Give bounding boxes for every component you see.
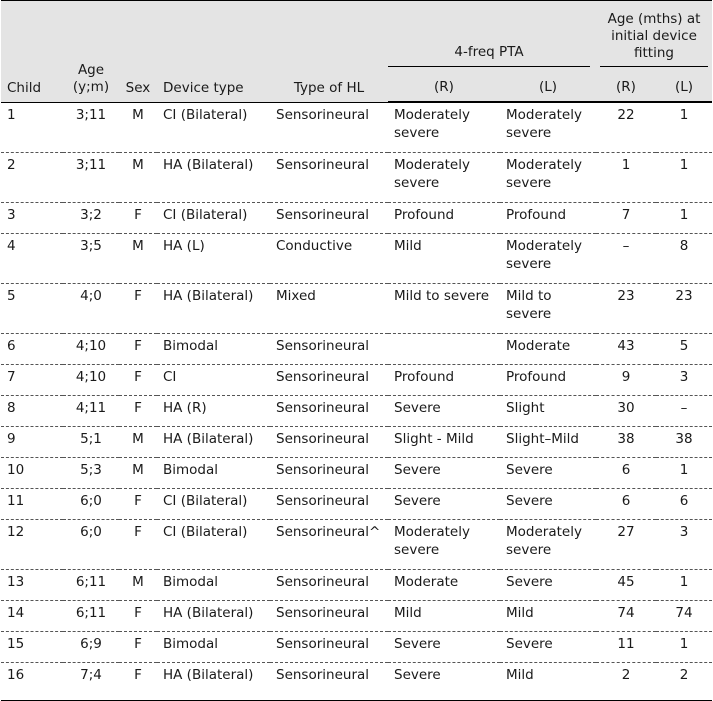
- cell-child: 9: [7, 431, 16, 447]
- cell-type-of-hl: Sensorineural: [276, 157, 370, 173]
- cell-device-type: CI (Bilateral): [163, 524, 248, 540]
- cell-device-type: Bimodal: [163, 462, 219, 478]
- header-child: Child: [1, 1, 63, 102]
- cell-type-of-hl: Sensorineural: [276, 574, 370, 590]
- cell-fit-right: 11: [617, 636, 635, 652]
- cell-type-of-hl: Sensorineural: [276, 107, 370, 123]
- header-age-fitting: Age (mths) at initial device fitting: [596, 1, 712, 67]
- cell-sex: F: [134, 207, 142, 223]
- cell-pta-right: Moderately severe: [394, 157, 470, 191]
- cell-fit-right: 7: [621, 207, 631, 223]
- cell-child: 15: [7, 636, 25, 652]
- participant-table: [1, 1, 712, 693]
- table-row: [1, 663, 712, 694]
- table-row: [1, 284, 712, 334]
- cell-fit-right: 43: [617, 338, 635, 354]
- cell-fit-left: 1: [679, 574, 689, 590]
- cell-age: 4;0: [80, 288, 102, 304]
- cell-fit-right: 74: [617, 605, 635, 621]
- cell-child: 5: [7, 288, 16, 304]
- header-fit-right: (R): [596, 67, 656, 102]
- cell-pta-left: Severe: [506, 574, 553, 590]
- cell-sex: F: [134, 605, 142, 621]
- cell-type-of-hl: Conductive: [276, 238, 353, 254]
- cell-pta-right: Severe: [394, 636, 441, 652]
- cell-child: 3: [7, 207, 16, 223]
- cell-age: 3;5: [80, 238, 102, 254]
- table-row: [1, 334, 712, 365]
- cell-type-of-hl: Mixed: [276, 288, 316, 304]
- header-type-of-hl: Type of HL: [270, 1, 388, 102]
- cell-sex: F: [134, 636, 142, 652]
- cell-sex: M: [132, 238, 144, 254]
- cell-pta-left: Slight: [506, 400, 545, 416]
- table-row: [1, 489, 712, 520]
- cell-pta-right: Moderately severe: [394, 107, 470, 141]
- cell-child: 11: [7, 493, 25, 509]
- header-fit-left: (L): [656, 67, 712, 102]
- table-body: [1, 103, 712, 694]
- table-row: [1, 396, 712, 427]
- cell-pta-right: Severe: [394, 493, 441, 509]
- table-header: [1, 1, 712, 103]
- cell-type-of-hl: Sensorineural: [276, 207, 370, 223]
- cell-pta-left: Mild to severe: [506, 288, 552, 322]
- cell-fit-right: 6: [621, 462, 631, 478]
- cell-type-of-hl: Sensorineural: [276, 400, 370, 416]
- cell-fit-left: 8: [679, 238, 689, 254]
- header-pta-right: (R): [388, 67, 500, 102]
- cell-pta-right: Moderate: [394, 574, 459, 590]
- cell-sex: M: [132, 431, 144, 447]
- header-sex: Sex: [119, 1, 157, 102]
- cell-pta-right: Slight - Mild: [394, 431, 474, 447]
- cell-device-type: HA (Bilateral): [163, 157, 254, 173]
- cell-pta-left: Mild: [506, 667, 534, 683]
- cell-child: 16: [7, 667, 25, 683]
- data-table-container: [1, 0, 712, 701]
- cell-type-of-hl: Sensorineural: [276, 493, 370, 509]
- cell-pta-left: Severe: [506, 462, 553, 478]
- cell-device-type: HA (Bilateral): [163, 605, 254, 621]
- cell-fit-right: 2: [621, 667, 631, 683]
- table-row: [1, 520, 712, 570]
- cell-fit-left: –: [680, 400, 688, 416]
- cell-pta-right: Profound: [394, 369, 455, 385]
- cell-sex: M: [132, 107, 144, 123]
- cell-fit-right: 38: [617, 431, 635, 447]
- cell-fit-right: 30: [617, 400, 635, 416]
- cell-age: 4;10: [75, 338, 107, 354]
- cell-pta-right: Profound: [394, 207, 455, 223]
- cell-sex: F: [134, 667, 142, 683]
- cell-sex: F: [134, 338, 142, 354]
- cell-device-type: HA (L): [163, 238, 205, 254]
- cell-child: 6: [7, 338, 16, 354]
- cell-child: 10: [7, 462, 25, 478]
- cell-fit-right: 22: [617, 107, 635, 123]
- cell-sex: M: [132, 157, 144, 173]
- cell-device-type: HA (Bilateral): [163, 431, 254, 447]
- header-age: Age (y;m): [63, 1, 119, 102]
- cell-pta-left: Moderately severe: [506, 157, 582, 191]
- cell-pta-left: Moderately severe: [506, 524, 582, 558]
- cell-age: 6;11: [75, 574, 107, 590]
- cell-pta-right: [388, 334, 500, 365]
- table-row: [1, 458, 712, 489]
- cell-pta-right: Severe: [394, 400, 441, 416]
- cell-type-of-hl: Sensorineural: [276, 605, 370, 621]
- cell-child: 7: [7, 369, 16, 385]
- cell-age: 3;11: [75, 107, 107, 123]
- cell-sex: F: [134, 524, 142, 540]
- cell-pta-left: Mild: [506, 605, 534, 621]
- cell-child: 8: [7, 400, 16, 416]
- cell-fit-left: 1: [679, 107, 689, 123]
- cell-pta-left: Severe: [506, 493, 553, 509]
- cell-sex: F: [134, 369, 142, 385]
- cell-age: 3;2: [80, 207, 102, 223]
- cell-type-of-hl: Sensorineural: [276, 431, 370, 447]
- table-row: [1, 365, 712, 396]
- cell-device-type: CI (Bilateral): [163, 207, 248, 223]
- cell-pta-right: Mild: [394, 605, 422, 621]
- cell-fit-right: –: [622, 238, 630, 254]
- cell-child: 1: [7, 107, 16, 123]
- table-row: [1, 570, 712, 601]
- header-pta-left: (L): [500, 67, 596, 102]
- cell-fit-left: 2: [679, 667, 689, 683]
- cell-device-type: HA (Bilateral): [163, 288, 254, 304]
- cell-fit-right: 45: [617, 574, 635, 590]
- cell-pta-left: Moderate: [506, 338, 571, 354]
- cell-fit-right: 27: [617, 524, 635, 540]
- cell-device-type: HA (Bilateral): [163, 667, 254, 683]
- cell-fit-left: 5: [679, 338, 689, 354]
- cell-fit-left: 1: [679, 157, 689, 173]
- cell-sex: F: [134, 400, 142, 416]
- cell-fit-right: 6: [621, 493, 631, 509]
- cell-sex: F: [134, 493, 142, 509]
- cell-device-type: HA (R): [163, 400, 207, 416]
- table-row: [1, 427, 712, 458]
- cell-fit-left: 3: [679, 369, 689, 385]
- cell-fit-left: 38: [675, 431, 693, 447]
- cell-type-of-hl: Sensorineural: [276, 462, 370, 478]
- cell-type-of-hl: Sensorineural^: [276, 524, 381, 540]
- cell-type-of-hl: Sensorineural: [276, 369, 370, 385]
- cell-sex: M: [132, 462, 144, 478]
- cell-device-type: Bimodal: [163, 338, 219, 354]
- cell-pta-left: Moderately severe: [506, 107, 582, 141]
- cell-device-type: CI (Bilateral): [163, 107, 248, 123]
- cell-pta-left: Profound: [506, 207, 567, 223]
- cell-pta-right: Severe: [394, 667, 441, 683]
- cell-pta-right: Moderately severe: [394, 524, 470, 558]
- cell-fit-left: 1: [679, 636, 689, 652]
- table-row: [1, 601, 712, 632]
- table-row: [1, 153, 712, 203]
- cell-pta-right: Severe: [394, 462, 441, 478]
- cell-fit-left: 74: [675, 605, 693, 621]
- cell-age: 4;11: [75, 400, 107, 416]
- cell-sex: F: [134, 288, 142, 304]
- cell-child: 4: [7, 238, 16, 254]
- cell-fit-left: 6: [679, 493, 689, 509]
- cell-type-of-hl: Sensorineural: [276, 338, 370, 354]
- cell-fit-right: 23: [617, 288, 635, 304]
- cell-sex: M: [132, 574, 144, 590]
- cell-pta-left: Severe: [506, 636, 553, 652]
- cell-device-type: Bimodal: [163, 636, 219, 652]
- cell-child: 13: [7, 574, 25, 590]
- cell-pta-right: Mild: [394, 238, 422, 254]
- cell-device-type: CI: [163, 369, 177, 385]
- cell-child: 12: [7, 524, 25, 540]
- cell-age: 7;4: [80, 667, 102, 683]
- cell-device-type: CI (Bilateral): [163, 493, 248, 509]
- cell-fit-left: 1: [679, 207, 689, 223]
- cell-fit-left: 1: [679, 462, 689, 478]
- cell-age: 4;10: [75, 369, 107, 385]
- cell-child: 2: [7, 157, 16, 173]
- cell-type-of-hl: Sensorineural: [276, 667, 370, 683]
- cell-age: 6;0: [80, 524, 102, 540]
- cell-age: 6;0: [80, 493, 102, 509]
- cell-fit-left: 23: [675, 288, 693, 304]
- cell-device-type: Bimodal: [163, 574, 219, 590]
- table-row: [1, 632, 712, 663]
- cell-fit-right: 9: [621, 369, 631, 385]
- cell-pta-left: Slight–Mild: [506, 431, 579, 447]
- cell-age: 3;11: [75, 157, 107, 173]
- cell-pta-left: Profound: [506, 369, 567, 385]
- header-device-type: Device type: [157, 1, 270, 102]
- cell-child: 14: [7, 605, 25, 621]
- table-row: [1, 103, 712, 153]
- cell-pta-right: Mild to severe: [394, 288, 490, 304]
- cell-age: 6;11: [75, 605, 107, 621]
- cell-fit-right: 1: [621, 157, 631, 173]
- table-row: [1, 234, 712, 284]
- cell-pta-left: Moderately severe: [506, 238, 582, 272]
- cell-age: 5;1: [80, 431, 102, 447]
- cell-fit-left: 3: [679, 524, 689, 540]
- table-row: [1, 203, 712, 234]
- cell-age: 6;9: [80, 636, 102, 652]
- cell-age: 5;3: [80, 462, 102, 478]
- header-pta: 4-freq PTA: [388, 1, 596, 67]
- cell-type-of-hl: Sensorineural: [276, 636, 370, 652]
